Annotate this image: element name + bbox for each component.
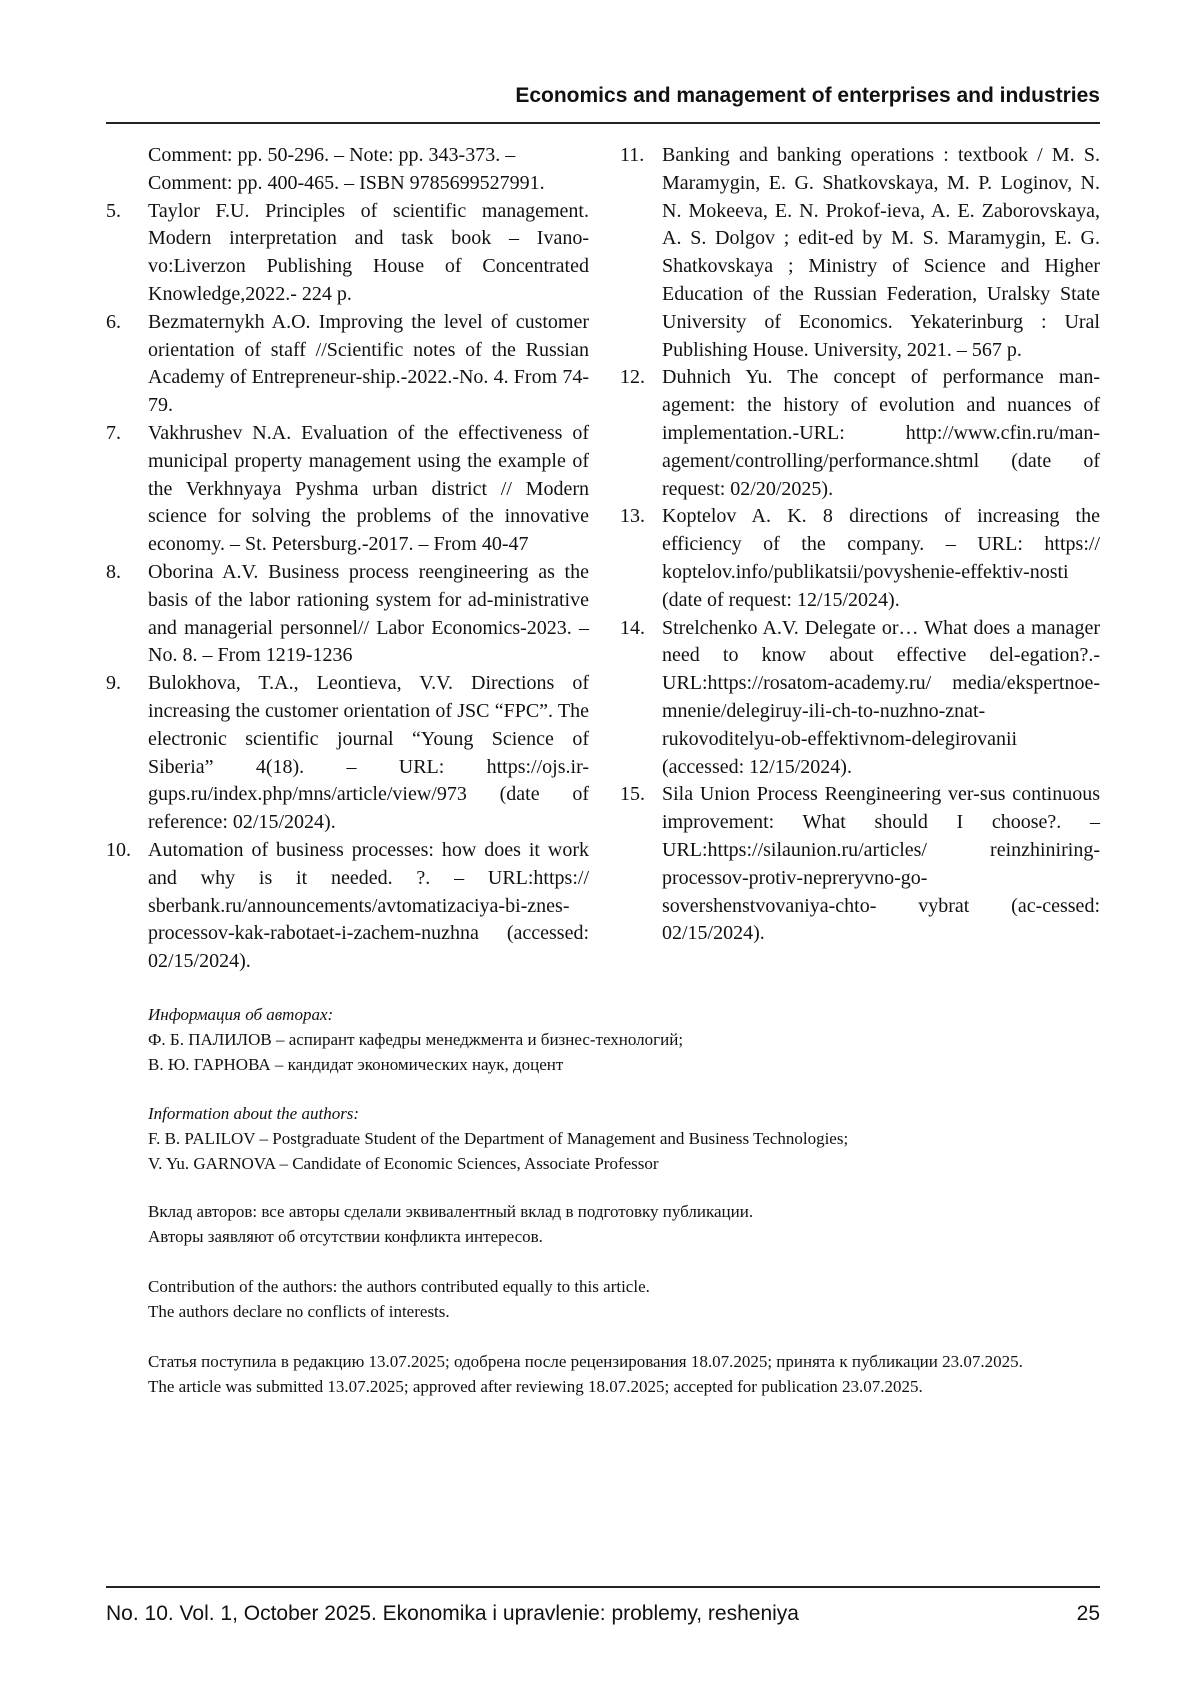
authors-info-ru xyxy=(148,1002,1100,1077)
contribution-line: Contribution of the authors: the authors contributed equally to this article. xyxy=(148,1277,650,1296)
reference-item-6 xyxy=(106,309,589,420)
contribution-ru xyxy=(148,1199,1100,1249)
reference-item-13 xyxy=(620,503,1100,614)
reference-number: 10. xyxy=(106,838,131,861)
reference-number: 9. xyxy=(106,672,121,695)
reference-item-5 xyxy=(106,198,589,309)
reference-item-14 xyxy=(620,615,1100,782)
author-line: F. B. PALILOV – Postgraduate Student of the Department of Management and Business Technologies; xyxy=(148,1129,849,1148)
reference-item-10 xyxy=(106,837,589,976)
running-header-title: Economics and management of enterprises and industries xyxy=(515,84,1100,107)
page-footer xyxy=(106,1602,1100,1626)
reference-text: Banking and banking operations : textbook / M. S. Maramygin, E. G. Shatkovskaya, M. P. Loginov, N. N. Mokeeva, E. N. Prokof-ieva, A. E. Zaborovskaya, A. S. Dolgov ; edit-ed by M. S. Maramygin, E. G. Shatkovskaya ; Ministry of Science and Higher Education of the Russian Federation, Uralsky State University of Economics. Yekaterinburg : Ural Publishing House. University, 2021. – 567 p. xyxy=(662,144,1100,361)
references-left-column xyxy=(106,142,589,976)
article-dates-en: The article was submitted 13.07.2025; approved after reviewing 18.07.2025; accepted for publication 23.07.2025. xyxy=(148,1377,923,1396)
authors-info-en-heading: Information about the authors: xyxy=(148,1104,360,1123)
reference-number: 14. xyxy=(620,616,645,639)
author-line: V. Yu. GARNOVA – Candidate of Economic Sciences, Associate Professor xyxy=(148,1154,659,1173)
reference-number: 13. xyxy=(620,505,645,528)
reference-number: 6. xyxy=(106,310,121,333)
reference-item-7 xyxy=(106,420,589,559)
reference-text: Automation of business processes: how does it work and why is it needed. ?. – URL:https:// sberbank.ru/announcements/avtomatizaciya-bi-znes-processov-kak-rabotaet-i-zachem-nuzhna (accessed: 02/15/2024). xyxy=(148,838,589,973)
author-line: Ф. Б. ПАЛИЛОВ – аспирант кафедры менеджмента и бизнес-технологий; xyxy=(148,1030,684,1049)
reference-continuation-line: Comment: pp. 50-296. – Note: pp. 343-373. – xyxy=(148,144,516,166)
article-dates xyxy=(148,1349,1100,1399)
footer-rule xyxy=(106,1586,1100,1588)
reference-number: 11. xyxy=(620,144,645,166)
reference-text: Vakhrushev N.A. Evaluation of the effectiveness of municipal property management using the example of the Verkhnyaya Pyshma urban district // Modern science for solving the problems of the innovative economy. – St. Petersburg.-2017. – From 40-47 xyxy=(148,421,589,556)
reference-number: 5. xyxy=(106,199,121,222)
reference-text: Sila Union Process Reengineering ver-sus continuous improvement: What should I choose?. – URL:https://silaunion.ru/articles/ reinzhiniring-processov-protiv-nepreryvno-go-sovershenstvovaniya-chto- vybrat (ac-cessed: 02/15/2024). xyxy=(662,783,1100,945)
reference-text: Duhnich Yu. The concept of performance man-agement: the history of evolution and nuances of implementation.-URL: http://www.cfin.ru/man-agement/controlling/performance.shtml (date of request: 02/20/2025). xyxy=(662,366,1100,500)
reference-text: Taylor F.U. Principles of scientific management. Modern interpretation and task book – Ivano-vo:Liverzon Publishing House of Concentrated Knowledge,2022.- 224 p. xyxy=(148,199,589,305)
reference-text: Oborina A.V. Business process reengineering as the basis of the labor rationing system for ad-ministrative and managerial personnel// Labor Economics-2023. – No. 8. – From 1219-1236 xyxy=(148,560,589,667)
reference-text: Bulokhova, T.A., Leontieva, V.V. Directions of increasing the customer orientation of JSC “FPC”. The electronic scientific journal “Young Science of Siberia” 4(18). – URL: https://ojs.ir-gups.ru/index.php/mns/article/view/973 (date of reference: 02/15/2024). xyxy=(148,672,589,834)
footer-journal-info: No. 10. Vol. 1, October 2025. Ekonomika i upravlenie: problemy, resheniya xyxy=(106,1602,799,1625)
authors-info-ru-heading: Информация об авторах: xyxy=(148,1005,334,1024)
reference-continuation-line: Comment: pp. 400-465. – ISBN 9785699527991. xyxy=(148,171,545,194)
reference-item-11 xyxy=(620,142,1100,364)
contribution-en xyxy=(148,1274,1100,1324)
reference-number: 12. xyxy=(620,366,645,389)
conflict-line: The authors declare no conflicts of interests. xyxy=(148,1302,450,1321)
conflict-line: Авторы заявляют об отсутствии конфликта интересов. xyxy=(148,1227,543,1246)
header-rule xyxy=(106,122,1100,124)
reference-item-9 xyxy=(106,670,589,837)
reference-text: Koptelov A. K. 8 directions of increasing the efficiency of the company. – URL: https:// koptelov.info/publikatsii/povyshenie-effektiv-nosti (date of request: 12/15/2024). xyxy=(662,505,1100,611)
reference-text: Bezmaternykh A.O. Improving the level of customer orientation of staff //Scientific notes of the Russian Academy of Entrepreneur-ship.-2022.-No. 4. From 74-79. xyxy=(148,310,589,417)
reference-number: 15. xyxy=(620,783,645,806)
reference-text: Strelchenko A.V. Delegate or… What does a manager need to know about effective del-egation?.-URL:https://rosatom-academy.ru/ media/ekspertnoe-mnenie/delegiruy-ili-ch-to-nuzhno-znat-rukovoditelyu-ob-effektivnom-delegirovanii (accessed: 12/15/2024). xyxy=(662,616,1100,778)
author-line: В. Ю. ГАРНОВА – кандидат экономических наук, доцент xyxy=(148,1055,564,1074)
reference-item-12 xyxy=(620,364,1100,503)
authors-info-en xyxy=(148,1101,1100,1176)
reference-number: 7. xyxy=(106,421,121,444)
reference-item-15 xyxy=(620,781,1100,948)
page-number: 25 xyxy=(1076,1602,1100,1625)
reference-number: 8. xyxy=(106,560,121,583)
references-right-column xyxy=(620,142,1100,948)
reference-item-8 xyxy=(106,559,589,670)
article-dates-ru: Статья поступила в редакцию 13.07.2025; одобрена после рецензирования 18.07.2025; принята к публикации 23.07.2025. xyxy=(148,1352,1023,1371)
contribution-line: Вклад авторов: все авторы сделали эквивалентный вклад в подготовку публикации. xyxy=(148,1202,754,1221)
